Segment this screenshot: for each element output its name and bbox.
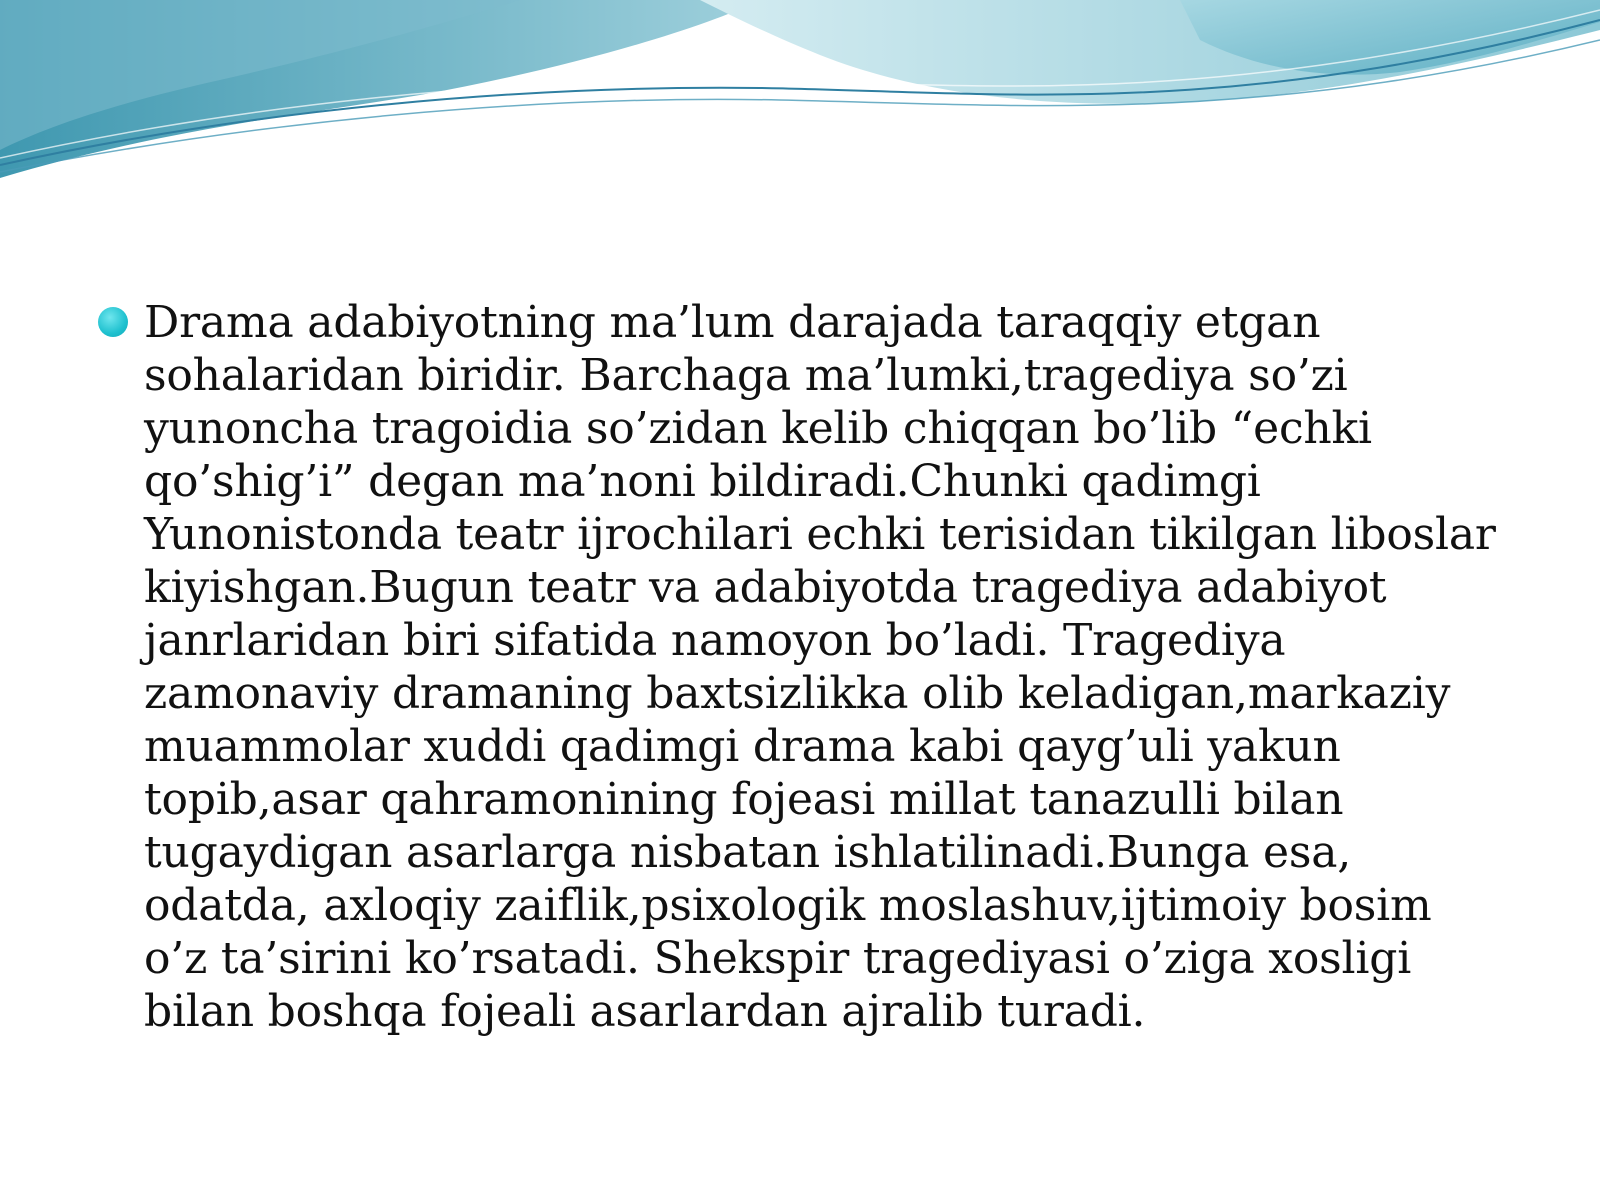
bullet-text: Drama adabiyotning ma’lum darajada taraqqiy etgan sohalaridan biridir. Barchaga ma’lumki,tragediya so’zi yunoncha tragoidia so’zidan kelib chiqqan bo’lib “echki qo’shig’i” degan ma’noni bildiradi.Chunki qadimgi Yunonistonda teatr ijrochilari echki terisidan tikilgan liboslar kiyishgan.Bugun teatr va adabiyotda tragediya adabiyot janrlaridan biri sifatida namoyon bo’ladi. Tragediya zamonaviy dramaning baxtsizlikka olib keladigan,markaziy muammolar xuddi qadimgi drama kabi qayg’uli yakun topib,asar qahramonining fojeasi millat tanazulli bilan tugaydigan asarlarga nisbatan ishlatilinadi.Bunga esa, odatda, axloqiy zaiflik,psixologik moslashuv,ijtimoiy bosim o’z ta’sirini ko’rsatadi. Shekspir tragediyasi o’ziga xosligi bilan boshqa fojeali asarlardan ajralib turadi.	[144, 297, 1496, 1037]
slide-content	[98, 296, 1498, 1038]
wave-header-decoration	[0, 0, 1600, 200]
bullet-item	[98, 296, 1498, 1038]
bullet-dot-icon	[98, 307, 128, 337]
